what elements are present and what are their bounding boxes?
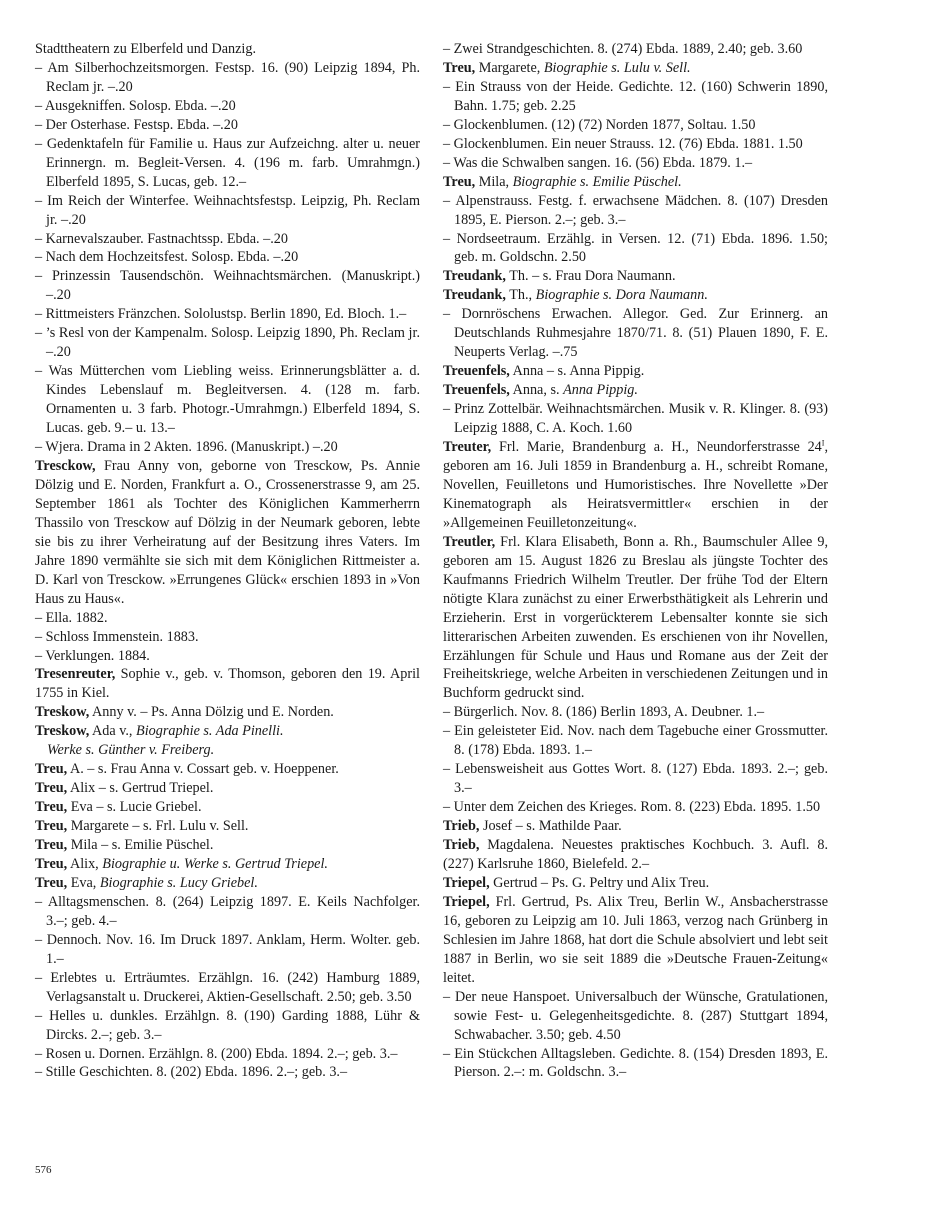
work-list-item bbox=[35, 305, 420, 324]
entry-text: – Prinzessin Tausendschön. Weihnachtsmärchen. (Manuskript.) –.20 bbox=[35, 268, 420, 304]
entry-text: – Alpenstrauss. Festg. f. erwachsene Mädchen. 8. (107) Dresden 1895, E. Pierson. 2.–; geb. 3.– bbox=[443, 192, 828, 228]
entry-text: – Zwei Strandgeschichten. 8. (274) Ebda. 1889, 2.40; geb. 3.60 bbox=[443, 41, 803, 57]
entry-text: – Ein geleisteter Eid. Nov. nach dem Tagebuche einer Grossmutter. 8. (178) Ebda. 1893. 1.– bbox=[443, 723, 828, 759]
entry-text: Frau Anny von, geborne von Tresckow, Ps. Annie Dölzig und E. Norden, Frankfurt a. O., Crossenerstrasse 9, am 25. September 1861 als Tochter des Königlichen Kammerherrn Thassilo von Tresckow auf Dölzig in der Neumark geboren, lebte sie bis zu ihrer Verheiratung auf der Besitzung ihres Vaters. Im Jahre 1890 vermählte sie sich mit dem Königlichen Rittmeister a. D. Karl von Tresckow. »Errungenes Glück« erschien 1893 in »Von Haus zu Haus«. bbox=[35, 457, 420, 607]
entry-text: – Glockenblumen. Ein neuer Strauss. 12. (76) Ebda. 1881. 1.50 bbox=[443, 135, 803, 152]
cross-reference: Anna Pippig. bbox=[563, 382, 638, 399]
entry-heading-paragraph bbox=[35, 798, 420, 817]
entry-paragraph bbox=[35, 741, 420, 760]
entry-name: Treskow, bbox=[35, 704, 90, 721]
entry-heading-paragraph bbox=[35, 779, 420, 798]
work-list-item bbox=[35, 135, 420, 192]
entry-text: – Helles u. dunkles. Erzählgn. 8. (190) Garding 1888, Lühr & Dircks. 2.–; geb. 3.– bbox=[35, 1007, 420, 1043]
entry-text: Margarete, bbox=[475, 59, 544, 76]
entry-text: – Karnevalszauber. Fastnachtssp. Ebda. –.20 bbox=[35, 230, 288, 247]
entry-text: Anna – s. Anna Pippig. bbox=[509, 363, 645, 380]
entry-paragraph bbox=[35, 40, 420, 59]
entry-text: – Schloss Immenstein. 1883. bbox=[35, 628, 199, 645]
entry-text: – Ella. 1882. bbox=[35, 609, 108, 626]
entry-text: – Verklungen. 1884. bbox=[35, 647, 150, 664]
entry-heading-paragraph bbox=[443, 874, 828, 893]
entry-heading-paragraph bbox=[443, 817, 828, 836]
entry-text: – Ein Strauss von der Heide. Gedichte. 12. (160) Schwerin 1890, Bahn. 1.75; geb. 2.25 bbox=[443, 78, 828, 114]
work-list-item bbox=[443, 400, 828, 438]
entry-text: – Im Reich der Winterfee. Weihnachtsfestsp. Leipzig, Ph. Reclam jr. –.20 bbox=[35, 192, 420, 228]
work-list-item bbox=[443, 1045, 828, 1083]
entry-text: – Glockenblumen. (12) (72) Norden 1877, Soltau. 1.50 bbox=[443, 116, 756, 133]
entry-text: Mila, bbox=[475, 173, 513, 190]
entry-text: – Der neue Hanspoet. Universalbuch der Wünsche, Gratulationen, sowie Fest- u. Gelegenheitsgedichte. 8. (287) Stuttgart 1894, Schwabacher. 3.50; geb. 4.50 bbox=[443, 988, 828, 1043]
entry-text: – Was Mütterchen vom Liebling weiss. Erinnerungsblätter a. d. Kindes Lebenslauf m. Begleitversen. 4. (128 m. farb. Ornamenten u. 3 farb. Photogr.-Umrahmgn.) Elberfeld 1894, S. Lucas. geb. 9.– u. 13.– bbox=[35, 363, 420, 437]
entry-name: Treudank, bbox=[443, 268, 506, 285]
entry-text: – Erlebtes u. Erträumtes. Erzählgn. 16. (242) Hamburg 1889, Verlagsanstalt u. Druckerei, Aktien-Gesellschaft. 2.50; geb. 3.50 bbox=[35, 969, 420, 1005]
work-list-item bbox=[35, 609, 420, 628]
entry-name: Treu, bbox=[35, 855, 68, 872]
work-list-item bbox=[35, 192, 420, 230]
work-list-item bbox=[35, 267, 420, 305]
entry-text: – Wjera. Drama in 2 Akten. 1896. (Manuskript.) –.20 bbox=[35, 439, 338, 456]
work-list-item bbox=[443, 230, 828, 268]
entry-name: Treuter, bbox=[443, 439, 492, 456]
work-list-item bbox=[35, 647, 420, 666]
work-list-item bbox=[35, 1007, 420, 1045]
work-list-item bbox=[35, 97, 420, 116]
entry-text: – Nordseetraum. Erzählg. in Versen. 12. (71) Ebda. 1896. 1.50; geb. m. Goldschn. 2.50 bbox=[443, 230, 828, 266]
entry-text: – Dennoch. Nov. 16. Im Druck 1897. Anklam, Herm. Wolter. geb. 1.– bbox=[35, 931, 420, 967]
entry-text: Margarete – s. Frl. Lulu v. Sell. bbox=[67, 818, 249, 835]
entry-name: Treu, bbox=[35, 780, 68, 797]
entry-text: – Was die Schwalben sangen. 16. (56) Ebda. 1879. 1.– bbox=[443, 154, 753, 171]
entry-text: – Ein Stückchen Alltagsleben. Gedichte. 8. (154) Dresden 1893, E. Pierson. 2.–: m. Goldschn. 3.– bbox=[443, 1045, 828, 1081]
entry-heading-paragraph bbox=[443, 286, 828, 305]
right-column bbox=[443, 40, 828, 1082]
entry-heading-paragraph bbox=[443, 438, 828, 533]
work-list-item bbox=[35, 230, 420, 249]
entry-text: Gertrud – Ps. G. Peltry und Alix Treu. bbox=[489, 874, 710, 891]
entry-heading-paragraph bbox=[443, 362, 828, 381]
entry-text: Magdalena. Neuestes praktisches Kochbuch. 3. Aufl. 8. (227) Karlsruhe 1860, Bielefeld. 2.– bbox=[443, 837, 828, 872]
entry-name: Treu, bbox=[35, 837, 68, 854]
page-number: 576 bbox=[35, 1164, 52, 1176]
entry-heading-paragraph bbox=[35, 855, 420, 874]
entry-heading-paragraph bbox=[35, 457, 420, 609]
entry-name: Treu, bbox=[443, 173, 476, 190]
cross-reference: Werke s. Günther v. Freiberg. bbox=[47, 742, 215, 759]
entry-name: Tresenreuter, bbox=[35, 666, 116, 683]
cross-reference: Biographie u. Werke s. Gertrud Triepel. bbox=[102, 855, 328, 872]
entry-text: Frl. Marie, Brandenburg a. H., Neundorferstrasse 24 bbox=[491, 439, 822, 456]
entry-heading-paragraph bbox=[443, 381, 828, 400]
entry-name: Trieb, bbox=[443, 818, 480, 835]
work-list-item bbox=[443, 798, 828, 817]
entry-name: Treskow, bbox=[35, 723, 90, 740]
entry-name: Treutler, bbox=[443, 533, 496, 550]
entry-text: – Rosen u. Dornen. Erzählgn. 8. (200) Ebda. 1894. 2.–; geb. 3.– bbox=[35, 1045, 398, 1062]
cross-reference: Biographie s. Ada Pinelli. bbox=[136, 723, 284, 740]
entry-name: Treu, bbox=[35, 799, 68, 816]
work-list-item bbox=[443, 305, 828, 362]
entry-name: Treuenfels, bbox=[443, 363, 510, 380]
entry-heading-paragraph bbox=[443, 893, 828, 988]
cross-reference: Biographie s. Lucy Griebel. bbox=[99, 874, 258, 891]
work-list-item bbox=[443, 192, 828, 230]
entry-text: – Dornröschens Erwachen. Allegor. Ged. Zur Erinnerg. an Deutschlands Ruhmesjahre 1870/71. 8. (51) Plauen 1890, F. E. Neuperts Verlag. –.75 bbox=[443, 306, 828, 361]
entry-text: – Unter dem Zeichen des Krieges. Rom. 8. (223) Ebda. 1895. 1.50 bbox=[443, 799, 821, 816]
cross-reference: Biographie s. Lulu v. Sell. bbox=[543, 59, 691, 76]
entry-text: – Lebensweisheit aus Gottes Wort. 8. (127) Ebda. 1893. 2.–; geb. 3.– bbox=[443, 761, 828, 797]
work-list-item bbox=[443, 135, 828, 154]
entry-text: Th., bbox=[505, 287, 536, 304]
entry-name: Treu, bbox=[35, 874, 68, 891]
entry-heading-paragraph bbox=[35, 817, 420, 836]
entry-text: – Stille Geschichten. 8. (202) Ebda. 1896. 2.–; geb. 3.– bbox=[35, 1064, 348, 1081]
entry-text: Th. – s. Frau Dora Naumann. bbox=[505, 268, 676, 285]
entry-text: – Ausgekniffen. Solosp. Ebda. –.20 bbox=[35, 97, 236, 114]
work-list-item bbox=[35, 1063, 420, 1082]
work-list-item bbox=[35, 969, 420, 1007]
entry-text: Frl. Gertrud, Ps. Alix Treu, Berlin W., Ansbacherstrasse 16, geboren zu Leipzig am 10. Juli 1863, verzog nach Grünberg in Schlesien im Jahre 1868, hat dort die Schule absolviert und lebt seit 1887 in Berlin, wo sie seit 1889 die »Deutsche Frauen-Zeitung« leitet. bbox=[443, 893, 828, 986]
entry-text: Sophie v., geb. v. Thomson, geboren den 19. April 1755 in Kiel. bbox=[35, 666, 420, 702]
entry-name: Treuenfels, bbox=[443, 382, 510, 399]
entry-heading-paragraph bbox=[443, 836, 828, 874]
entry-text: – Gedenktafeln für Familie u. Haus zur Aufzeichng. alter u. neuer Erinnergn. m. Begleit-Versen. 4. (196 m. farb. Umrahmgn.) Elberfeld 1895, S. Lucas, geb. 12.– bbox=[35, 135, 420, 190]
work-list-item bbox=[35, 438, 420, 457]
entry-text: Josef – s. Mathilde Paar. bbox=[479, 818, 622, 835]
cross-reference: Biographie s. Emilie Püschel. bbox=[512, 173, 682, 190]
entry-text: Anna, s. bbox=[509, 382, 564, 399]
work-list-item bbox=[443, 988, 828, 1045]
work-list-item bbox=[35, 362, 420, 438]
work-list-item bbox=[443, 760, 828, 798]
entry-text-continued: , geboren am 16. Juli 1859 in Brandenburg a. H., schreibt Romane, Novellen, Feuilletons und Humoristisches. Ihre Novellette »Der Kinematograph als Heiratsvermittler« erschien in der »Allgemeinen Feuilletonzeitung«. bbox=[443, 439, 828, 531]
work-list-item bbox=[443, 154, 828, 173]
work-list-item bbox=[35, 628, 420, 647]
entry-text: – Alltagsmenschen. 8. (264) Leipzig 1897. E. Keils Nachfolger. 3.–; geb. 4.– bbox=[35, 893, 420, 929]
entry-heading-paragraph bbox=[35, 836, 420, 855]
entry-name: Triepel, bbox=[443, 893, 490, 910]
entry-name: Tresckow, bbox=[35, 457, 96, 474]
work-list-item bbox=[443, 78, 828, 116]
entry-text: Anny v. – Ps. Anna Dölzig und E. Norden. bbox=[89, 704, 334, 721]
entry-text: Alix, bbox=[67, 855, 103, 872]
entry-name: Treu, bbox=[35, 761, 68, 778]
work-list-item bbox=[443, 40, 828, 59]
entry-text: Alix – s. Gertrud Triepel. bbox=[67, 780, 214, 797]
entry-heading-paragraph bbox=[443, 173, 828, 192]
work-list-item bbox=[35, 931, 420, 969]
entry-heading-paragraph bbox=[35, 722, 420, 741]
work-list-item bbox=[35, 893, 420, 931]
superscript: I bbox=[821, 438, 825, 448]
work-list-item bbox=[35, 59, 420, 97]
entry-heading-paragraph bbox=[443, 59, 828, 78]
entry-name: Treudank, bbox=[443, 287, 506, 304]
entry-heading-paragraph bbox=[35, 874, 420, 893]
entry-name: Trieb, bbox=[443, 837, 480, 854]
entry-text: Stadttheatern zu Elberfeld und Danzig. bbox=[35, 41, 257, 57]
entry-text: Eva – s. Lucie Griebel. bbox=[67, 799, 202, 816]
work-list-item bbox=[35, 248, 420, 267]
entry-text: – Nach dem Hochzeitsfest. Solosp. Ebda. –.20 bbox=[35, 249, 299, 266]
entry-text: – Der Osterhase. Festsp. Ebda. –.20 bbox=[35, 116, 238, 133]
entry-name: Triepel, bbox=[443, 874, 490, 891]
entry-name: Treu, bbox=[35, 818, 68, 835]
work-list-item bbox=[443, 116, 828, 135]
entry-text: – Prinz Zottelbär. Weihnachtsmärchen. Musik v. R. Klinger. 8. (93) Leipzig 1888, C. A. Koch. 1.60 bbox=[443, 401, 828, 437]
entry-text: A. – s. Frau Anna v. Cossart geb. v. Hoeppener. bbox=[67, 761, 339, 778]
entry-text: – Bürgerlich. Nov. 8. (186) Berlin 1893, A. Deubner. 1.– bbox=[443, 704, 765, 721]
entry-heading-paragraph bbox=[443, 267, 828, 286]
work-list-item bbox=[35, 324, 420, 362]
cross-reference: Biographie s. Dora Naumann. bbox=[535, 287, 708, 304]
entry-heading-paragraph bbox=[35, 703, 420, 722]
entry-name: Treu, bbox=[443, 59, 476, 76]
entry-heading-paragraph bbox=[35, 665, 420, 703]
entry-text: Eva, bbox=[67, 874, 100, 891]
entry-text: Mila – s. Emilie Püschel. bbox=[67, 837, 214, 854]
entry-text: – Am Silberhochzeitsmorgen. Festsp. 16. (90) Leipzig 1894, Ph. Reclam jr. –.20 bbox=[35, 59, 420, 95]
entry-text: – Rittmeisters Fränzchen. Sololustsp. Berlin 1890, Ed. Bloch. 1.– bbox=[35, 306, 407, 323]
entry-heading-paragraph bbox=[35, 760, 420, 779]
entry-heading-paragraph bbox=[443, 533, 828, 704]
entry-text: – ’s Resl von der Kampenalm. Solosp. Leipzig 1890, Ph. Reclam jr. –.20 bbox=[35, 325, 420, 361]
work-list-item bbox=[35, 116, 420, 135]
work-list-item bbox=[35, 1045, 420, 1064]
entry-text: Ada v., bbox=[89, 723, 137, 740]
work-list-item bbox=[443, 722, 828, 760]
entry-text: Frl. Klara Elisabeth, Bonn a. Rh., Baumschuler Allee 9, geboren am 15. August 1826 zu Breslau als jüngste Tochter des Kaufmanns Friedrich Wilhelm Treutler. Der frühe Tod der Eltern nötigte Klara zunächst zu einer Erwerbsthätigkeit als Lehrerin und Erzieherin. Erst in vorgerückterem Lebensalter konnte sie sich litterarischen Arbeiten zuwenden. Es erschienen von ihr Novellen, Erzählungen für Schule und Haus und Romane aus der Zeit der Freiheitskriege, welche Arbeiten in verschiedenen Zeitungen und in Buchform gedruckt sind. bbox=[443, 533, 828, 702]
left-column bbox=[35, 40, 420, 1082]
work-list-item bbox=[443, 703, 828, 722]
